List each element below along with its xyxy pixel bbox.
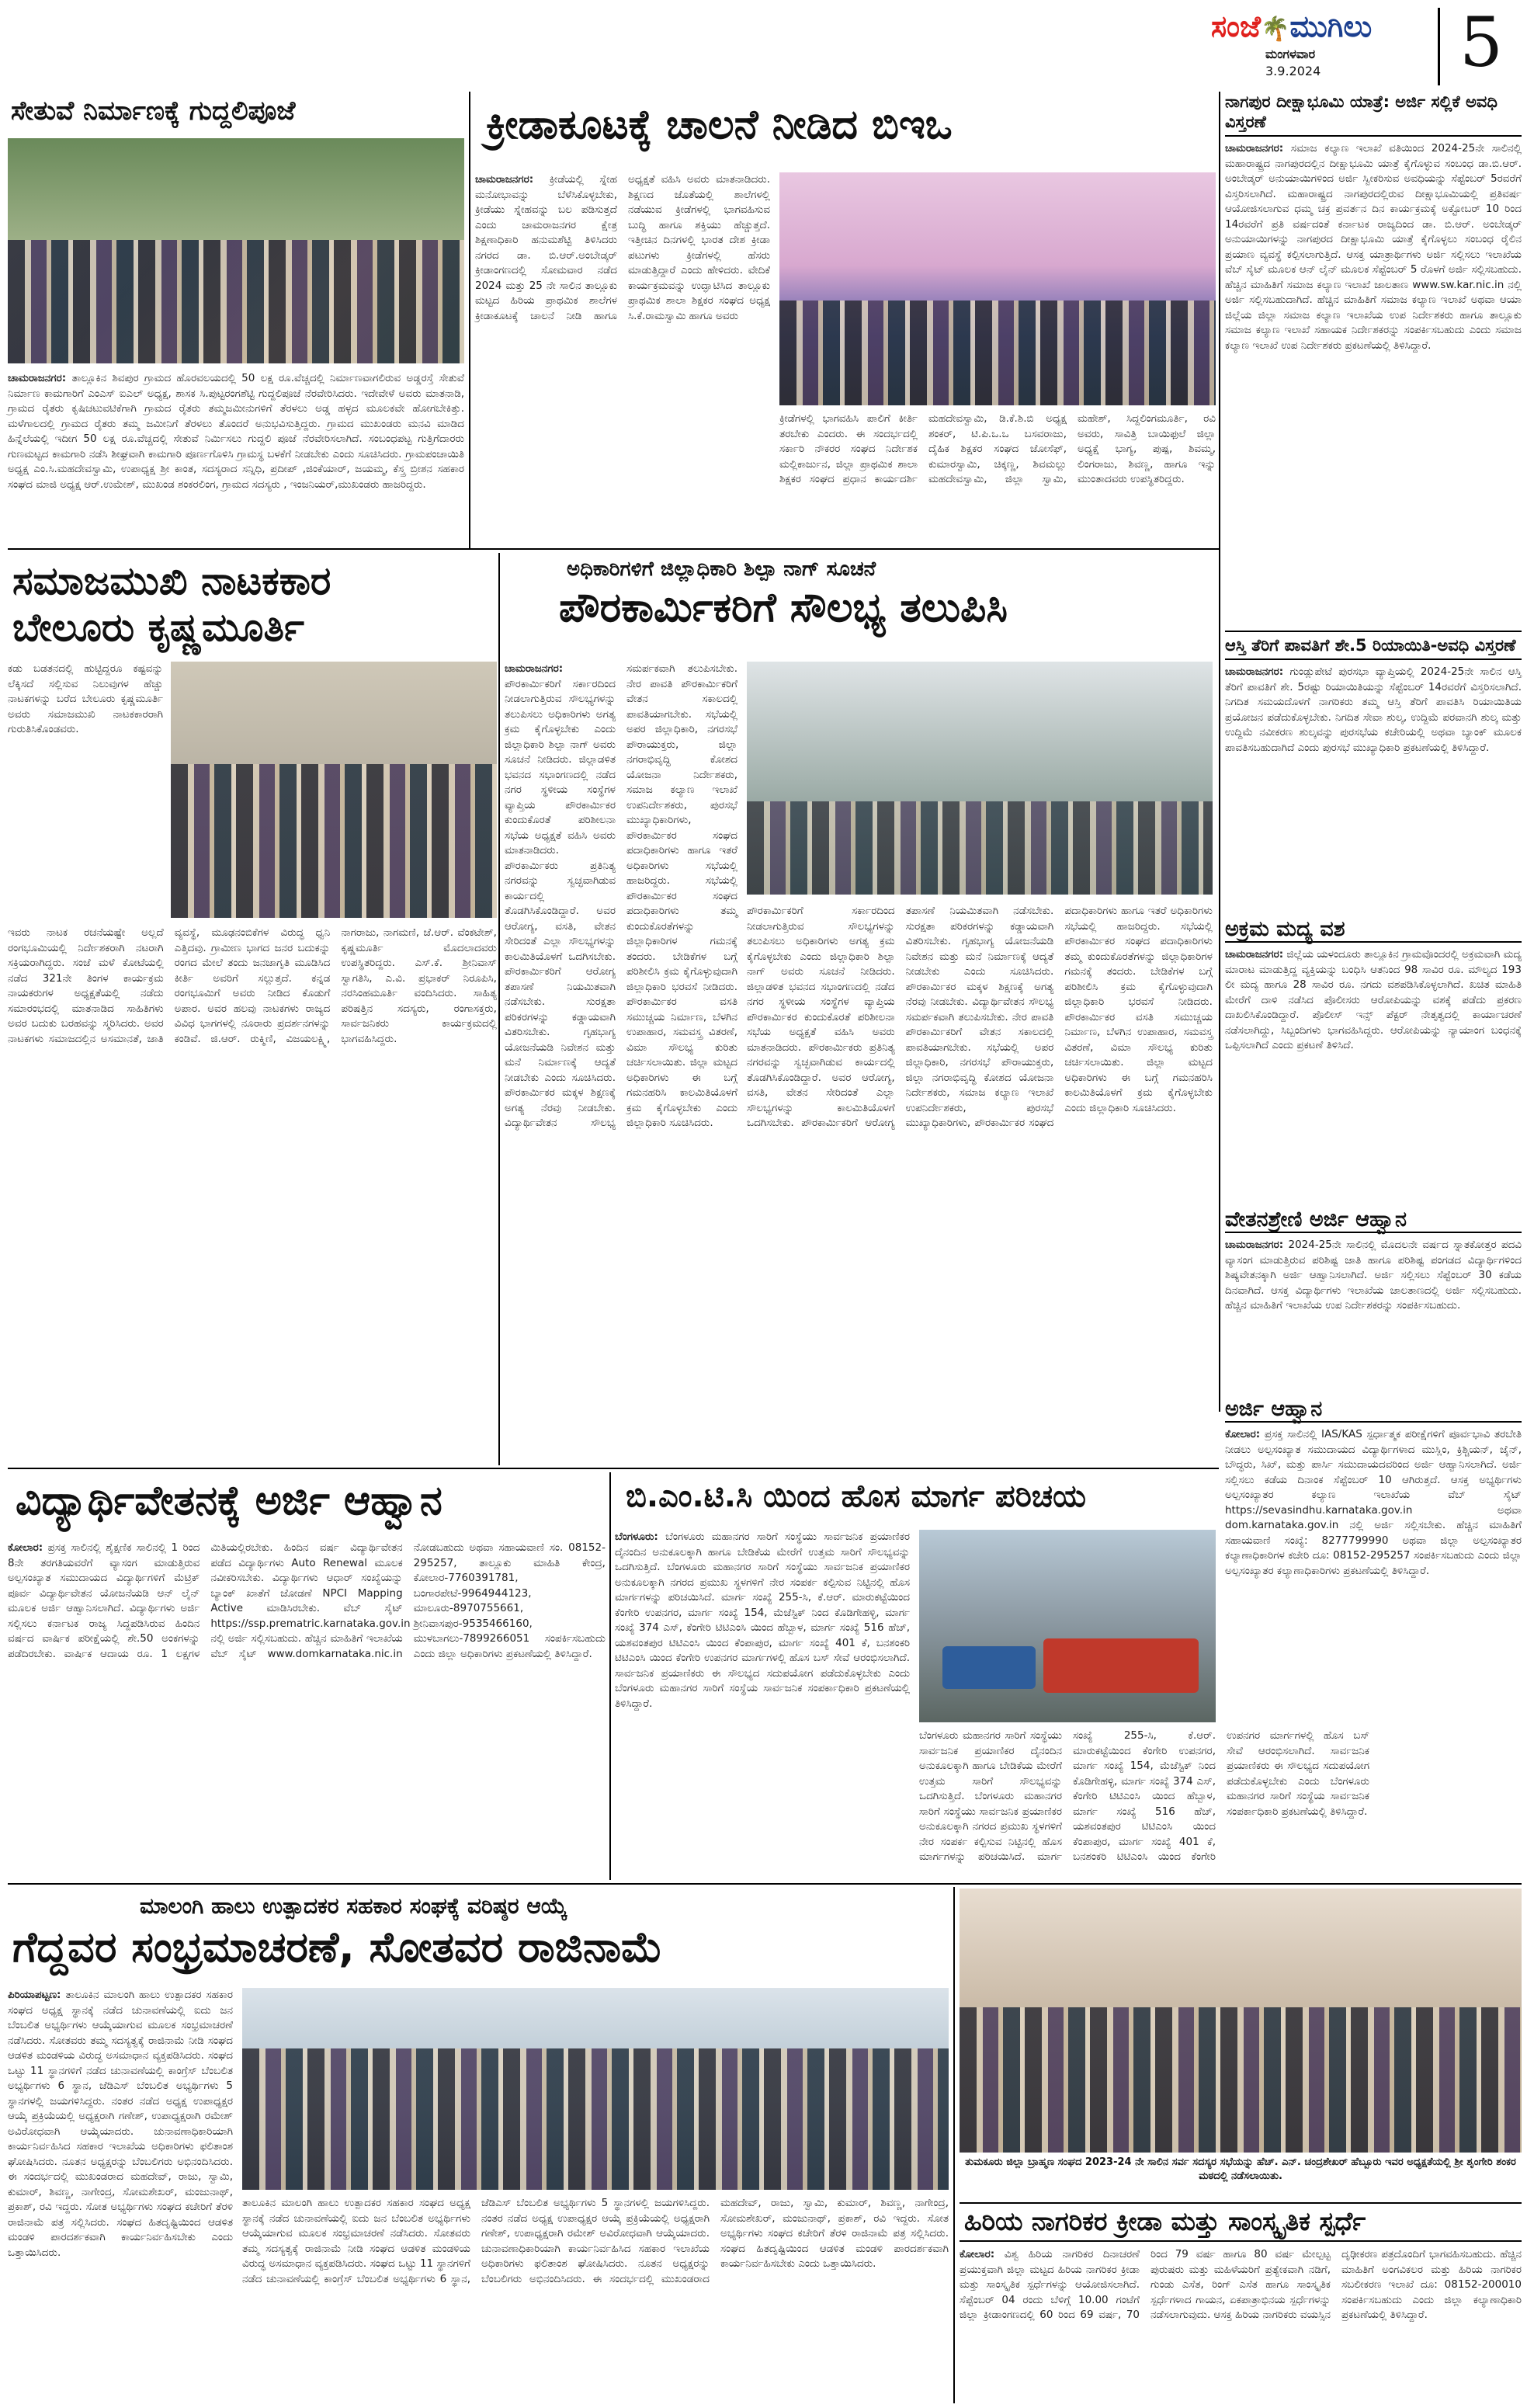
photo-caption-text <box>779 412 1216 544</box>
photo-bmtc-bus <box>919 1530 1216 1722</box>
article-text-continued: ತಾಲೂಕಿನ ಮಾಲಂಗಿ ಹಾಲು ಉತ್ಪಾದಕರ ಸಹಕಾರ ಸಂಘದ ಅಧ್ಯಕ್ಷ ಸ್ಥಾನಕ್ಕೆ ನಡೆದ ಚುನಾವಣೆಯಲ್ಲಿ ಐದು ಜನ ಬೆಂಬಲಿತ ಅಭ್ಯರ್ಥಿಗಳು ಆಯ್ಕೆಯಾಗುವ ಮೂಲಕ ಸಂಭ್ರಮಾಚರಣೆ ನಡೆಸಿದರು. ಸೋತವರು ತಮ್ಮ ಸದಸ್ಯತ್ವಕ್ಕೆ ರಾಜಿನಾಮೆ ನೀಡಿ ಸಂಘದ ಆಡಳಿತ ಮಂಡಳಿಯ ವಿರುದ್ಧ ಅಸಮಾಧಾನ ವ್ಯಕ್ತಪಡಿಸಿದರು. ಸಂಘದ ಒಟ್ಟು 11 ಸ್ಥಾನಗಳಿಗೆ ನಡೆದ ಚುನಾವಣೆಯಲ್ಲಿ ಕಾಂಗ್ರೆಸ್ ಬೆಂಬಲಿತ ಅಭ್ಯರ್ಥಿಗಳು 6 ಸ್ಥಾನ, ಜೆಡಿಎಸ್ ಬೆಂಬಲಿತ ಅಭ್ಯರ್ಥಿಗಳು 5 ಸ್ಥಾನಗಳಲ್ಲಿ ಜಯಗಳಿಸಿದ್ದರು. ನಂತರ ನಡೆದ ಅಧ್ಯಕ್ಷ ಉಪಾಧ್ಯಕ್ಷರ ಆಯ್ಕೆ ಪ್ರಕ್ರಿಯೆಯಲ್ಲಿ ಅಧ್ಯಕ್ಷರಾಗಿ ಗಣೇಶ್, ಉಪಾಧ್ಯಕ್ಷರಾಗಿ ರಮೇಶ್ ಅವಿರೋಧವಾಗಿ ಆಯ್ಕೆಯಾದರು. ಚುನಾವಣಾಧಿಕಾರಿಯಾಗಿ ಕಾರ್ಯನಿರ್ವಹಿಸಿದ ಸಹಕಾರ ಇಲಾಖೆಯ ಅಧಿಕಾರಿಗಳು ಫಲಿತಾಂಶ ಘೋಷಿಸಿದರು. ನೂತನ ಅಧ್ಯಕ್ಷರನ್ನು ಬೆಂಬಲಿಗರು ಅಭಿನಂದಿಸಿದರು. ಈ ಸಂದರ್ಭದಲ್ಲಿ ಮುಖಂಡರಾದ ಮಹದೇವ್, ರಾಜು, ಸ್ವಾಮಿ, ಕುಮಾರ್, ಶಿವಣ್ಣ, ನಾಗೇಂದ್ರ, ಸೋಮಶೇಖರ್, ಮಂಜುನಾಥ್, ಪ್ರಕಾಶ್, ರವಿ ಇದ್ದರು. ಸೋತ ಅಭ್ಯರ್ಥಿಗಳು ಸಂಘದ ಕಚೇರಿಗೆ ತೆರಳಿ ರಾಜಿನಾಮೆ ಪತ್ರ ಸಲ್ಲಿಸಿದರು. ಸಂಘದ ಹಿತದೃಷ್ಟಿಯಿಂದ ಆಡಳಿತ ಮಂಡಳಿ ಪಾರದರ್ಶಕವಾಗಿ ಕಾರ್ಯನಿರ್ವಹಿಸಬೇಕು ಎಂದು ಒತ್ತಾಯಿಸಿದರು. <box>242 2197 949 2285</box>
headline: ವಿದ್ಯಾರ್ಥಿವೇತನಕ್ಕೆ ಅರ್ಜಿ ಆಹ್ವಾನ <box>16 1478 442 1524</box>
article-text: ಗುಂಡ್ಲುಪೇಟೆ ಪುರಸಭಾ ವ್ಯಾಪ್ತಿಯಲ್ಲಿ 2024-25ನೇ ಸಾಲಿನ ಆಸ್ತಿ ತೆರಿಗೆ ಪಾವತಿಗೆ ಶೇ. 5ರಷ್ಟು ರಿಯಾಯಿತಿಯನ್ನು ಸೆಪ್ಟೆಂಬರ್ 14ರವರೆಗೆ ವಿಸ್ತರಿಸಲಾಗಿದೆ. ನಿಗದಿತ ಸಮಯದೊಳಗೆ ನಾಗರಿಕರು ತಮ್ಮ ಆಸ್ತಿ ತೆರಿಗೆ ಪಾವತಿಸಿ ರಿಯಾಯಿತಿಯ ಪ್ರಯೋಜನ ಪಡೆದುಕೊಳ್ಳಬೇಕು. ನಿಗದಿತ ಸೇವಾ ಶುಲ್ಕ, ಉದ್ದಿಮೆ ಪರವಾನಗಿ ಶುಲ್ಕ ಮತ್ತು ಉದ್ದಿಮೆ ನವೀಕರಣ ಶುಲ್ಕವನ್ನು ಪುರಸಭೆಯ ಕಚೇರಿಯಲ್ಲಿ ಅಥವಾ ಬ್ಯಾಂಕ್ ಮೂಲಕ ಪಾವತಿಸಬಹುದಾಗಿದೆ ಎಂದು ಪುರಸಭೆ ಮುಖ್ಯಾಧಿಕಾರಿ ಪ್ರಕಟಣೆಯಲ್ಲಿ ತಿಳಿಸಿದ್ದಾರೆ. <box>1225 665 1522 754</box>
dateline: ಪಿರಿಯಾಪಟ್ಟಣ: <box>8 1989 61 2001</box>
dateline: ಚಾಮರಾಜನಗರ: <box>8 372 67 384</box>
article-scholarship <box>8 1472 606 1880</box>
article-text: ಜಿಲ್ಲೆಯ ಯಳಂದೂರು ತಾಲ್ಲೂಕಿನ ಗ್ರಾಮವೊಂದರಲ್ಲಿ ಅಕ್ರಮವಾಗಿ ಮದ್ಯ ಮಾರಾಟ ಮಾಡುತ್ತಿದ್ದ ವ್ಯಕ್ತಿಯನ್ನು ಬಂಧಿಸಿ ಆತನಿಂದ 98 ಸಾವಿರ ರೂ. ಮೌಲ್ಯದ 193 ಲೀ ಮದ್ಯ ಹಾಗೂ 28 ಸಾವಿರ ರೂ. ನಗದು ವಶಪಡಿಸಿಕೊಳ್ಳಲಾಗಿದೆ. ಖಚಿತ ಮಾಹಿತಿ ಮೇರೆಗೆ ದಾಳಿ ನಡೆಸಿದ ಪೊಲೀಸರು ಆರೋಪಿಯನ್ನು ವಶಕ್ಕೆ ಪಡೆದು ಪ್ರಕರಣ ದಾಖಲಿಸಿಕೊಂಡಿದ್ದಾರೆ. ಪೊಲೀಸ್ ಇನ್ಸ್ ಪೆಕ್ಟರ್ ನೇತೃತ್ವದಲ್ಲಿ ಕಾರ್ಯಾಚರಣೆ ನಡೆಸಲಾಗಿದ್ದು, ಸಿಬ್ಬಂದಿಗಳು ಭಾಗವಹಿಸಿದ್ದರು. ಆರೋಪಿಯನ್ನು ನ್ಯಾಯಾಂಗ ಬಂಧನಕ್ಕೆ ಒಪ್ಪಿಸಲಾಗಿದೆ ಎಂದು ಪ್ರಕಟಣೆ ತಿಳಿಸಿದೆ. <box>1225 948 1522 1051</box>
headline: ಕ್ರೀಡಾಕೂಟಕ್ಕೆ ಚಾಲನೆ ನೀಡಿದ ಬಿಇಒ <box>486 102 953 148</box>
vertical-rule <box>498 553 500 1465</box>
article-text: ಇವರು ನಾಟಕ ರಚನೆಯಷ್ಟೇ ಅಲ್ಲದೆ ರಂಗಭೂಮಿಯಲ್ಲಿ ನಿರ್ದೇಶಕರಾಗಿ ನಟರಾಗಿ ಸಕ್ರಿಯರಾಗಿದ್ದರು. ಸಂಜೆ ಮಳೆ ಕೋಟೆಯಲ್ಲಿ ನಡೆದ 321ನೇ ತಿಂಗಳ ಕಾರ್ಯಕ್ರಮ ನಾಯಕರುಗಳ ಅಧ್ಯಕ್ಷತೆಯಲ್ಲಿ ನಡೆದು ಸಮಾರಂಭದಲ್ಲಿ ಮಾತನಾಡಿದ ಸಾಹಿತಿಗಳು ಅವರ ಬದುಕು ಬರಹವನ್ನು ಸ್ಮರಿಸಿದರು. ಅವರ ನಾಟಕಗಳು ಸಮಾಜದಲ್ಲಿನ ಅಸಮಾನತೆ, ಜಾತಿ ವ್ಯವಸ್ಥೆ, ಮೂಢನಂಬಿಕೆಗಳ ವಿರುದ್ಧ ಧ್ವನಿ ಎತ್ತಿದವು. ಗ್ರಾಮೀಣ ಭಾಗದ ಜನರ ಬದುಕನ್ನು ರಂಗದ ಮೇಲೆ ತಂದು ಜನಜಾಗೃತಿ ಮೂಡಿಸಿದ ಕೀರ್ತಿ ಅವರಿಗೆ ಸಲ್ಲುತ್ತದೆ. ಕನ್ನಡ ರಂಗಭೂಮಿಗೆ ಅವರು ನೀಡಿದ ಕೊಡುಗೆ ಅಪಾರ. ಅವರ ಹಲವು ನಾಟಕಗಳು ರಾಜ್ಯದ ವಿವಿಧ ಭಾಗಗಳಲ್ಲಿ ನೂರಾರು ಪ್ರದರ್ಶನಗಳನ್ನು ಕಂಡಿವೆ. ಜಿ.ಆರ್. ರುಕ್ಮಿಣಿ, ವಿಜಯಲಕ್ಷ್ಮಿ, ನಾಗರಾಜು, ನಾಗಮಣಿ, ಜೆ.ಆರ್. ವೆಂಕಟೇಶ್, ಕೃಷ್ಣಮೂರ್ತಿ ಮೊದಲಾದವರು ಉಪಸ್ಥಿತರಿದ್ದರು. ಎಸ್.ಕೆ. ಶ್ರೀನಿವಾಸ್ ಸ್ವಾಗತಿಸಿ, ಎ.ವಿ. ಪ್ರಭಾಕರ್ ನಿರೂಪಿಸಿ, ನರಸಿಂಹಮೂರ್ತಿ ವಂದಿಸಿದರು. ಸಾಹಿತ್ಯ ಪರಿಷತ್ತಿನ ಸದಸ್ಯರು, ರಂಗಾಸಕ್ತರು, ಸಾರ್ವಜನಿಕರು ಕಾರ್ಯಕ್ರಮದಲ್ಲಿ ಭಾಗವಹಿಸಿದ್ದರು. <box>8 926 497 1045</box>
dateline: ಚಾಮರಾಜನಗರ: <box>475 173 534 186</box>
brand-logo <box>1211 9 1397 45</box>
article-property-tax <box>1225 631 1522 914</box>
page-number: 5 <box>1459 2 1503 82</box>
headline: ವೇತನಶ್ರೇಣಿ ಅರ್ಜಿ ಆಹ್ವಾನ <box>1225 1208 1522 1233</box>
article-intro <box>8 662 163 918</box>
dateline: ಚಾಮರಾಜನಗರ: <box>505 662 564 675</box>
headline <box>8 553 497 658</box>
article-body <box>615 1530 910 1879</box>
headline: ಹಿರಿಯ ನಾಗರಿಕರ ಕ್ರೀಡಾ ಮತ್ತು ಸಾಂಸ್ಕೃತಿಕ ಸ್ಪರ್ಧೆ <box>960 2202 1522 2242</box>
article-body-a <box>505 662 737 1461</box>
brand-left: ಸಂಜೆ <box>1211 9 1262 43</box>
dateline: ಚಾಮರಾಜನಗರ: <box>1225 1239 1284 1251</box>
article-body <box>1225 141 1522 623</box>
bus-shape <box>1043 1638 1199 1693</box>
photo-news-brahmin-sangha <box>960 1889 1522 2199</box>
headline: ಗೆದ್ದವರ ಸಂಭ್ರಮಾಚರಣೆ, ಸೋತವರ ರಾಜಿನಾಮೆ <box>12 1923 663 1972</box>
kicker: ಅಧಿಕಾರಿಗಳಿಗೆ ಜಿಲ್ಲಾಧಿಕಾರಿ ಶಿಲ್ಪಾ ನಾಗ್ ಸೂಚನೆ <box>567 558 876 581</box>
vertical-rule <box>469 92 470 548</box>
headline: ಆಸ್ತಿ ತೆರಿಗೆ ಪಾವತಿಗೆ ಶೇ.5 ರಿಯಾಯಿತಿ-ಅವಧಿ ವಿಸ್ತರಣೆ <box>1225 631 1522 660</box>
intro-text: ಕಡು ಬಡತನದಲ್ಲಿ ಹುಟ್ಟಿದ್ದರೂ ಕಷ್ಟವನ್ನು ಲೆಕ್ಕಿಸದೆ ಸಲ್ಲಿಸುವ ನಿಲುವುಗಳ ಹೆಚ್ಚು ನಾಟಕಗಳನ್ನು ಬರೆದ ಬೇಲೂರು ಕೃಷ್ಣಮೂರ್ತಿ ಅವರು ಸಮಾಜಮುಖಿ ನಾಟಕಕಾರರಾಗಿ ಗುರುತಿಸಿಕೊಂಡವರು. <box>8 662 163 735</box>
vertical-rule <box>1219 92 1220 1412</box>
caption-text: ಕ್ರೀಡೆಗಳಲ್ಲಿ ಭಾಗವಹಿಸಿ ಪಾಲಿಗೆ ಕೀರ್ತಿ ತರಬೇಕು ಎಂದರು. ಈ ಸಂದರ್ಭದಲ್ಲಿ ಸರ್ಕಾರಿ ನೌಕರರ ಸಂಘದ ನಿರ್ದೇಶಕ ಮಲ್ಲಿಕಾರ್ಜುನ, ಜಿಲ್ಲಾ ಪ್ರಾಥಮಿಕ ಶಾಲಾ ಶಿಕ್ಷಕರ ಸಂಘದ ಪ್ರಧಾನ ಕಾರ್ಯದರ್ಶಿ ಮಹದೇವಸ್ವಾಮಿ, ಡಿ.ಕೆ.ಶಿ.ಬಿ ಅಧ್ಯಕ್ಷ ಶಂಕರ್, ಟಿ.ಪಿ.ಒ.ಒ ಬಸವರಾಜು, ದೈಹಿಕ ಶಿಕ್ಷಕರ ಸಂಘದ ಜೋಸೆಫ್, ಕುಮಾರಸ್ವಾಮಿ, ಚಿಕ್ಕಣ್ಣ, ಶಿವಮಲ್ಲು ಮಹದೇವಸ್ವಾಮಿ, ಜಿಲ್ಲಾ ಸ್ವಾಮಿ, ಮಹೇಶ್, ಸಿದ್ದಲಿಂಗಮೂರ್ತಿ, ರವಿ ಅವರು, ಸಾವಿತ್ರಿ ಬಾಯಿಫುಲೆ ಜಿಲ್ಲಾ ಅಧ್ಯಕ್ಷೆ ಭಾಗ್ಯ, ಪುಷ್ಪ, ಶಿವಮ್ಮ, ಲಿಂಗರಾಜು, ಶಿವಣ್ಣ, ಹಾಗೂ ಇನ್ನು ಮುಂತಾದವರು ಉಪಸ್ಥಿತರಿದ್ದರು. <box>779 412 1216 485</box>
dateline: ಚಾಮರಾಜನಗರ: <box>1225 948 1284 961</box>
headline: ನಾಗಪುರ ದೀಕ್ಷಾಭೂಮಿ ಯಾತ್ರೆ: ಅರ್ಜಿ ಸಲ್ಲಿಕೆ ಅವಧಿ ವಿಸ್ತರಣೆ <box>1225 92 1522 137</box>
article-stipend <box>1225 1208 1522 1393</box>
horizontal-rule <box>8 1468 1219 1469</box>
article-body <box>8 926 497 1461</box>
photo-bridge-pooja <box>8 138 464 363</box>
headline: ಅಕ್ರಮ ಮದ್ಯ ವಶ <box>1225 918 1522 943</box>
dateline: ಕೋಲಾರ: <box>1225 1428 1261 1440</box>
article-bridge <box>8 92 464 546</box>
photo-playwright-event <box>171 662 497 918</box>
dateline: ಚಾಮರಾಜನಗರ: <box>1225 665 1284 678</box>
headline: ಸೇತುವೆ ನಿರ್ಮಾಣಕ್ಕೆ ಗುದ್ದಲಿಪೂಜೆ <box>11 96 296 127</box>
article-text-continued: ಬೆಂಗಳೂರು ಮಹಾನಗರ ಸಾರಿಗೆ ಸಂಸ್ಥೆಯು ಸಾರ್ವಜನಿಕ ಪ್ರಯಾಣಿಕರ ದೈನಂದಿನ ಅನುಕೂಲಕ್ಕಾಗಿ ಹಾಗೂ ಬೇಡಿಕೆಯ ಮೇರೆಗೆ ಉತ್ತಮ ಸಾರಿಗೆ ಸೌಲಭ್ಯವನ್ನು ಒದಗಿಸುತ್ತಿದೆ. ಬೆಂಗಳೂರು ಮಹಾನಗರ ಸಾರಿಗೆ ಸಂಸ್ಥೆಯು ಸಾರ್ವಜನಿಕ ಪ್ರಯಾಣಿಕರ ಅನುಕೂಲಕ್ಕಾಗಿ ನಗರದ ಪ್ರಮುಖ ಸ್ಥಳಗಳಿಗೆ ನೇರ ಸಂಪರ್ಕ ಕಲ್ಪಿಸುವ ನಿಟ್ಟಿನಲ್ಲಿ ಹೊಸ ಮಾರ್ಗಗಳನ್ನು ಪರಿಚಯಿಸಿದೆ. ಮಾರ್ಗ ಸಂಖ್ಯೆ 255-ಸಿ, ಕೆ.ಆರ್. ಮಾರುಕಟ್ಟೆಯಿಂದ ಕೆಂಗೇರಿ ಉಪನಗರ, ಮಾರ್ಗ ಸಂಖ್ಯೆ 154, ಮೆಜೆಸ್ಟಿಕ್ ನಿಂದ ಕೊಡಿಗೇಹಳ್ಳಿ, ಮಾರ್ಗ ಸಂಖ್ಯೆ 374 ಎಸ್, ಕೆಂಗೇರಿ ಟಿಟಿಎಂಸಿ ಯಿಂದ ಹೆಬ್ಬಾಳ, ಮಾರ್ಗ ಸಂಖ್ಯೆ 516 ಹೆಚ್, ಯಶವಂತಪುರ ಟಿಟಿಎಂಸಿ ಯಿಂದ ಕೆಂಪಾಪುರ, ಮಾರ್ಗ ಸಂಖ್ಯೆ 401 ಕೆ, ಬನಶಂಕರಿ ಟಿಟಿಎಂಸಿ ಯಿಂದ ಕೆಂಗೇರಿ ಉಪನಗರ ಮಾರ್ಗಗಳಲ್ಲಿ ಹೊಸ ಬಸ್ ಸೇವೆ ಆರಂಭಿಸಲಾಗಿದೆ. ಸಾರ್ವಜನಿಕ ಪ್ರಯಾಣಿಕರು ಈ ಸೌಲಭ್ಯದ ಸದುಪಯೋಗ ಪಡೆದುಕೊಳ್ಳಬೇಕು ಎಂದು ಬೆಂಗಳೂರು ಮಹಾನಗರ ಸಾರಿಗೆ ಸಂಸ್ಥೆಯ ಸಾರ್ವಜನಿಕ ಸಂಪರ್ಕಾಧಿಕಾರಿ ಪ್ರಕಟಣೆಯಲ್ಲಿ ತಿಳಿಸಿದ್ದಾರೆ. <box>919 1729 1369 1863</box>
issue-date: 3.9.2024 <box>1265 64 1321 78</box>
dateline: ಕೋಲಾರ: <box>8 1541 43 1554</box>
article-body-b <box>747 904 1213 1461</box>
article-text: ಕ್ರೀಡೆಯಲ್ಲಿ ಸ್ನೇಹ ಮನೋಭಾವನ್ನು ಬೆಳೆಸಿಕೊಳ್ಳಬೇಕು, ಕ್ರೀಡೆಯು ಸ್ನೇಹವನ್ನು ಬಲ ಪಡಿಸುತ್ತದೆ ಎಂದು ಚಾಮರಾಜನಗರ ಕ್ಷೇತ್ರ ಶಿಕ್ಷಣಾಧಿಕಾರಿ ಹನುಮಶೆಟ್ಟಿ ತಿಳಿಸಿದರು ನಗರದ ಡಾ. ಬಿ.ಆರ್.ಅಂಬೇಡ್ಕರ್ ಕ್ರೀಡಾಂಗಣದಲ್ಲಿ ಸೋಮವಾರ ನಡೆದ 2024 ಮತ್ತು 25 ನೇ ಸಾಲಿನ ತಾಲ್ಲೂಕು ಮಟ್ಟದ ಹಿರಿಯ ಪ್ರಾಥಮಿಕ ಶಾಲೆಗಳ ಕ್ರೀಡಾಕೂಟಕ್ಕೆ ಚಾಲನೆ ನೀಡಿ ಹಾಗೂ ಅಧ್ಯಕ್ಷತೆ ವಹಿಸಿ ಅವರು ಮಾತನಾಡಿದರು. ಶಿಕ್ಷಣದ ಜೊತೆಯಲ್ಲಿ ಶಾಲೆಗಳಲ್ಲಿ ನಡೆಯುವ ಕ್ರೀಡೆಗಳಲ್ಲಿ ಭಾಗವಹಿಸುವ ಬುದ್ಧಿ ಹಾಗೂ ಶಕ್ತಿಯು ಹೆಚ್ಚುತ್ತದೆ. ಇತ್ತೀಚಿನ ದಿನಗಳಲ್ಲಿ ಭಾರತ ದೇಶ ಕ್ರೀಡಾ ಪಟುಗಳು ಕ್ರೀಡೆಗಳಲ್ಲಿ ಹೆಸರು ಮಾಡುತ್ತಿದ್ದಾರೆ ಎಂದು ಹೇಳಿದರು. ವೇದಿಕೆ ಕಾರ್ಯಕ್ರಮವನ್ನು ಉದ್ಘಾಟಿಸಿದ ತಾಲ್ಲೂಕು ಪ್ರಾಥಮಿಕ ಶಾಲಾ ಶಿಕ್ಷಕರ ಸಂಘದ ಅಧ್ಯಕ್ಷ ಸಿ.ಕೆ.ರಾಮಸ್ವಾಮಿ ಹಾಗೂ ಅವರು <box>475 173 770 322</box>
article-text: ಪ್ರಸಕ್ತ ಸಾಲಿನಲ್ಲಿ ಶೈಕ್ಷಣಿಕ ಸಾಲಿನಲ್ಲಿ 1 ರಿಂದ 8ನೇ ತರಗತಿಯವರೆಗೆ ವ್ಯಾಸಂಗ ಮಾಡುತ್ತಿರುವ ಅಲ್ಪಸಂಖ್ಯಾತ ಸಮುದಾಯದ ವಿದ್ಯಾರ್ಥಿಗಳಿಗೆ ಮೆಟ್ರಿಕ್ ಪೂರ್ವ ವಿದ್ಯಾರ್ಥಿವೇತನ ಯೋಜನೆಯಡಿ ಆನ್ ಲೈನ್ ಮೂಲಕ ಅರ್ಜಿ ಆಹ್ವಾನಿಸಲಾಗಿದೆ. ವಿದ್ಯಾರ್ಥಿಗಳು ಅರ್ಜಿ ಸಲ್ಲಿಸಲು ಕರ್ನಾಟಕ ರಾಜ್ಯ ಸಿದ್ದಪಡಿಸಿರುವ ಹಿಂದಿನ ವರ್ಷದ ವಾರ್ಷಿಕ ಪರೀಕ್ಷೆಯಲ್ಲಿ ಶೇ.50 ಅಂಕಗಳನ್ನು ಪಡೆದಿರಬೇಕು. ವಾರ್ಷಿಕ ಆದಾಯ ರೂ. 1 ಲಕ್ಷಗಳ ಮಿತಿಯಲ್ಲಿರಬೇಕು. ಹಿಂದಿನ ವರ್ಷ ವಿದ್ಯಾರ್ಥಿವೇತನ ಪಡೆದ ವಿದ್ಯಾರ್ಥಿಗಳು Auto Renewal ಮೂಲಕ ನವೀಕರಿಸಬೇಕು. ವಿದ್ಯಾರ್ಥಿಗಳು ಆಧಾರ್ ಸಂಖ್ಯೆಯನ್ನು ಬ್ಯಾಂಕ್ ಖಾತೆಗೆ ಜೋಡಣೆ NPCI Mapping Active ಮಾಡಿಸಿರಬೇಕು. ವೆಬ್ ಸೈಟ್ https://ssp.prematric.karnataka.gov.in ನಲ್ಲಿ ಅರ್ಜಿ ಸಲ್ಲಿಸಬಹುದು. ಹೆಚ್ಚಿನ ಮಾಹಿತಿಗೆ ಇಲಾಖೆಯ ವೆಬ್ ಸೈಟ್ www.domkarnataka.nic.in ನೋಡಬಹುದು ಅಥವಾ ಸಹಾಯವಾಣಿ ಸಂ. 08152-295257, ತಾಲ್ಲೂಕು ಮಾಹಿತಿ ಕೇಂದ್ರ, ಕೋಲಾರ-7760391781, ಬಂಗಾರಪೇಟೆ-9964944123, ಮಾಲೂರು-8970755661, ಶ್ರೀನಿವಾಸಪುರ-9535466160, ಮುಳಬಾಗಲು-7899266051 ಸಂಪರ್ಕಿಸಬಹುದು ಎಂದು ಜಿಲ್ಲಾ ಅಧಿಕಾರಿಗಳು ಪ್ರಕಟಣೆಯಲ್ಲಿ ತಿಳಿಸಿದ್ದಾರೆ. <box>8 1541 606 1660</box>
palm-icon: 🌴 <box>1261 16 1290 43</box>
article-nagpur-yatra <box>1225 92 1522 627</box>
article-sanitation-workers <box>505 553 1215 1465</box>
headline: ಪೌರಕಾರ್ಮಿಕರಿಗೆ ಸೌಲಭ್ಯ ತಲುಪಿಸಿ <box>559 585 1008 631</box>
photo-sangha-meeting <box>960 1889 1522 2153</box>
headline: ಬಿ.ಎಂ.ಟಿ.ಸಿ ಯಿಂದ ಹೊಸ ಮಾರ್ಗ ಪರಿಚಯ <box>626 1479 1086 1514</box>
masthead-divider <box>1438 8 1440 85</box>
article-text: ಬೆಂಗಳೂರು ಮಹಾನಗರ ಸಾರಿಗೆ ಸಂಸ್ಥೆಯು ಸಾರ್ವಜನಿಕ ಪ್ರಯಾಣಿಕರ ದೈನಂದಿನ ಅನುಕೂಲಕ್ಕಾಗಿ ಹಾಗೂ ಬೇಡಿಕೆಯ ಮೇರೆಗೆ ಉತ್ತಮ ಸಾರಿಗೆ ಸೌಲಭ್ಯವನ್ನು ಒದಗಿಸುತ್ತಿದೆ. ಬೆಂಗಳೂರು ಮಹಾನಗರ ಸಾರಿಗೆ ಸಂಸ್ಥೆಯು ಸಾರ್ವಜನಿಕ ಪ್ರಯಾಣಿಕರ ಅನುಕೂಲಕ್ಕಾಗಿ ನಗರದ ಪ್ರಮುಖ ಸ್ಥಳಗಳಿಗೆ ನೇರ ಸಂಪರ್ಕ ಕಲ್ಪಿಸುವ ನಿಟ್ಟಿನಲ್ಲಿ ಹೊಸ ಮಾರ್ಗಗಳನ್ನು ಪರಿಚಯಿಸಿದೆ. ಮಾರ್ಗ ಸಂಖ್ಯೆ 255-ಸಿ, ಕೆ.ಆರ್. ಮಾರುಕಟ್ಟೆಯಿಂದ ಕೆಂಗೇರಿ ಉಪನಗರ, ಮಾರ್ಗ ಸಂಖ್ಯೆ 154, ಮೆಜೆಸ್ಟಿಕ್ ನಿಂದ ಕೊಡಿಗೇಹಳ್ಳಿ, ಮಾರ್ಗ ಸಂಖ್ಯೆ 374 ಎಸ್, ಕೆಂಗೇರಿ ಟಿಟಿಎಂಸಿ ಯಿಂದ ಹೆಬ್ಬಾಳ, ಮಾರ್ಗ ಸಂಖ್ಯೆ 516 ಹೆಚ್, ಯಶವಂತಪುರ ಟಿಟಿಎಂಸಿ ಯಿಂದ ಕೆಂಪಾಪುರ, ಮಾರ್ಗ ಸಂಖ್ಯೆ 401 ಕೆ, ಬನಶಂಕರಿ ಟಿಟಿಎಂಸಿ ಯಿಂದ ಕೆಂಗೇರಿ ಉಪನಗರ ಮಾರ್ಗಗಳಲ್ಲಿ ಹೊಸ ಬಸ್ ಸೇವೆ ಆರಂಭಿಸಲಾಗಿದೆ. ಸಾರ್ವಜನಿಕ ಪ್ರಯಾಣಿಕರು ಈ ಸೌಲಭ್ಯದ ಸದುಪಯೋಗ ಪಡೆದುಕೊಳ್ಳಬೇಕು ಎಂದು ಬೆಂಗಳೂರು ಮಹಾನಗರ ಸಾರಿಗೆ ಸಂಸ್ಥೆಯ ಸಾರ್ವಜನಿಕ ಸಂಪರ್ಕಾಧಿಕಾರಿ ಪ್ರಕಟಣೆಯಲ್ಲಿ ತಿಳಿಸಿದ್ದಾರೆ. <box>615 1531 910 1710</box>
article-body <box>475 172 770 544</box>
article-body <box>960 2247 1522 2401</box>
article-text-continued: ಪೌರಕಾರ್ಮಿಕರಿಗೆ ಸರ್ಕಾರದಿಂದ ನೀಡಲಾಗುತ್ತಿರುವ ಸೌಲಭ್ಯಗಳನ್ನು ತಲುಪಿಸಲು ಅಧಿಕಾರಿಗಳು ಅಗತ್ಯ ಕ್ರಮ ಕೈಗೊಳ್ಳಬೇಕು ಎಂದು ಜಿಲ್ಲಾಧಿಕಾರಿ ಶಿಲ್ಪಾ ನಾಗ್ ಅವರು ಸೂಚನೆ ನೀಡಿದರು. ಜಿಲ್ಲಾಡಳಿತ ಭವನದ ಸಭಾಂಗಣದಲ್ಲಿ ನಡೆದ ನಗರ ಸ್ಥಳೀಯ ಸಂಸ್ಥೆಗಳ ವ್ಯಾಪ್ತಿಯ ಪೌರಕಾರ್ಮಿಕರ ಕುಂದುಕೊರತೆ ಪರಿಶೀಲನಾ ಸಭೆಯ ಅಧ್ಯಕ್ಷತೆ ವಹಿಸಿ ಅವರು ಮಾತನಾಡಿದರು. ಪೌರಕಾರ್ಮಿಕರು ಪ್ರತಿನಿತ್ಯ ನಗರವನ್ನು ಸ್ವಚ್ಛವಾಗಿಡುವ ಕಾರ್ಯದಲ್ಲಿ ತೊಡಗಿಸಿಕೊಂಡಿದ್ದಾರೆ. ಅವರ ಆರೋಗ್ಯ, ವಸತಿ, ವೇತನ ಸೇರಿದಂತೆ ಎಲ್ಲಾ ಸೌಲಭ್ಯಗಳನ್ನು ಕಾಲಮಿತಿಯೊಳಗೆ ಒದಗಿಸಬೇಕು. ಪೌರಕಾರ್ಮಿಕರಿಗೆ ಆರೋಗ್ಯ ತಪಾಸಣೆ ನಿಯಮಿತವಾಗಿ ನಡೆಸಬೇಕು. ಸುರಕ್ಷತಾ ಪರಿಕರಗಳನ್ನು ಕಡ್ಡಾಯವಾಗಿ ವಿತರಿಸಬೇಕು. ಗೃಹಭಾಗ್ಯ ಯೋಜನೆಯಡಿ ನಿವೇಶನ ಮತ್ತು ಮನೆ ನಿರ್ಮಾಣಕ್ಕೆ ಆದ್ಯತೆ ನೀಡಬೇಕು ಎಂದು ಸೂಚಿಸಿದರು. ಪೌರಕಾರ್ಮಿಕರ ಮಕ್ಕಳ ಶಿಕ್ಷಣಕ್ಕೆ ಅಗತ್ಯ ನೆರವು ನೀಡಬೇಕು. ವಿದ್ಯಾರ್ಥಿವೇತನ ಸೌಲಭ್ಯ ಸಮರ್ಪಕವಾಗಿ ತಲುಪಿಸಬೇಕು. ನೇರ ಪಾವತಿ ಪೌರಕಾರ್ಮಿಕರಿಗೆ ವೇತನ ಸಕಾಲದಲ್ಲಿ ಪಾವತಿಯಾಗಬೇಕು. ಸಭೆಯಲ್ಲಿ ಅಪರ ಜಿಲ್ಲಾಧಿಕಾರಿ, ನಗರಸಭೆ ಪೌರಾಯುಕ್ತರು, ಜಿಲ್ಲಾ ನಗರಾಭಿವೃದ್ಧಿ ಕೋಶದ ಯೋಜನಾ ನಿರ್ದೇಶಕರು, ಸಮಾಜ ಕಲ್ಯಾಣ ಇಲಾಖೆ ಉಪನಿರ್ದೇಶಕರು, ಪುರಸಭೆ ಮುಖ್ಯಾಧಿಕಾರಿಗಳು, ಪೌರಕಾರ್ಮಿಕರ ಸಂಘದ ಪದಾಧಿಕಾರಿಗಳು ಹಾಗೂ ಇತರೆ ಅಧಿಕಾರಿಗಳು ಸಭೆಯಲ್ಲಿ ಹಾಜರಿದ್ದರು. ಸಭೆಯಲ್ಲಿ ಪೌರಕಾರ್ಮಿಕರ ಸಂಘದ ಪದಾಧಿಕಾರಿಗಳು ತಮ್ಮ ಕುಂದುಕೊರತೆಗಳನ್ನು ಜಿಲ್ಲಾಧಿಕಾರಿಗಳ ಗಮನಕ್ಕೆ ತಂದರು. ಬೇಡಿಕೆಗಳ ಬಗ್ಗೆ ಪರಿಶೀಲಿಸಿ ಕ್ರಮ ಕೈಗೊಳ್ಳುವುದಾಗಿ ಜಿಲ್ಲಾಧಿಕಾರಿ ಭರವಸೆ ನೀಡಿದರು. ಪೌರಕಾರ್ಮಿಕರ ವಸತಿ ಸಮುಚ್ಚಯ ನಿರ್ಮಾಣ, ಬೆಳಗಿನ ಉಪಾಹಾರ, ಸಮವಸ್ತ್ರ ವಿತರಣೆ, ವಿಮಾ ಸೌಲಭ್ಯ ಕುರಿತು ಚರ್ಚಿಸಲಾಯಿತು. ಜಿಲ್ಲಾ ಮಟ್ಟದ ಅಧಿಕಾರಿಗಳು ಈ ಬಗ್ಗೆ ಗಮನಹರಿಸಿ ಕಾಲಮಿತಿಯೊಳಗೆ ಕ್ರಮ ಕೈಗೊಳ್ಳಬೇಕು ಎಂದು ಜಿಲ್ಲಾಧಿಕಾರಿ ಸೂಚಿಸಿದರು. <box>747 905 1213 1129</box>
photo-caption: ತುಮಕೂರು ಜಿಲ್ಲಾ ಬ್ರಾಹ್ಮಣ ಸಂಘದ 2023-24 ನೇ ಸಾಲಿನ ಸರ್ವ ಸದಸ್ಯರ ಸಭೆಯನ್ನು ಹೆಚ್. ಎನ್. ಚಂದ್ರಶೇಖರ್ ಹೆಬ್ಬೂರು ಇವರ ಅಧ್ಯಕ್ಷತೆಯಲ್ಲಿ ಶ್ರೀ ಶೃಂಗೇರಿ ಶಂಕರ ಮಠದಲ್ಲಿ ನಡೆಸಲಾಯಿತು. <box>965 2156 1516 2182</box>
photo-election-winners <box>242 1988 949 2190</box>
headline-line-1: ಸಮಾಜಮುಖಿ ನಾಟಕಕಾರ <box>12 558 331 603</box>
article-text: ಸಮಾಜ ಕಲ್ಯಾಣ ಇಲಾಖೆ ವತಿಯಿಂದ 2024-25ನೇ ಸಾಲಿನಲ್ಲಿ ಮಹಾರಾಷ್ಟ್ರದ ನಾಗಪುರದಲ್ಲಿನ ದೀಕ್ಷಾಭೂಮಿ ಯಾತ್ರೆ ಕೈಗೊಳ್ಳುವ ಸಂಬಂಧ ಡಾ.ಬಿ.ಆರ್. ಅಂಬೇಡ್ಕರ್ ಅನುಯಾಯಿಗಳಿಂದ ಅರ್ಜಿ ಸ್ವೀಕರಿಸುವ ಅವಧಿಯನ್ನು ಸೆಪ್ಟೆಂಬರ್ 5ರವರೆಗೆ ವಿಸ್ತರಿಸಲಾಗಿದೆ. ಮಹಾರಾಷ್ಟ್ರದ ನಾಗಪುರದಲ್ಲಿರುವ ದೀಕ್ಷಾಭೂಮಿಯಲ್ಲಿ ಪ್ರತಿವರ್ಷ ಆಯೋಜಿಸಲಾಗುವ ಧಮ್ಮ ಚಕ್ರ ಪ್ರವರ್ತನ ದಿನ ಕಾರ್ಯಕ್ರಮಕ್ಕೆ ಅಕ್ಟೋಬರ್ 10 ರಿಂದ 14ರವರೆಗೆ ಪ್ರತಿ ವರ್ಷದಂತೆ ಕರ್ನಾಟಕ ರಾಜ್ಯದಿಂದ ಡಾ. ಬಿ.ಆರ್. ಅಂಬೇಡ್ಕರ್ ಅನುಯಾಯಿಗಳನ್ನು ನಾಗಪುರದ ದೀಕ್ಷಾಭೂಮಿ ಯಾತ್ರೆ ಕೈಗೊಳ್ಳಲು ಸಂಬಂಧ ರೈಲಿನ ಪ್ರಯಾಣ ವ್ಯವಸ್ಥೆ ಕಲ್ಪಿಸಲಾಗುತ್ತಿದೆ. ಆಸಕ್ತ ಯಾತ್ರಾರ್ಥಿಗಳು ಅರ್ಜಿ ಸಲ್ಲಿಸಲು ಇಲಾಖೆಯ ವೆಬ್ ಸೈಟ್ ಮೂಲಕ ಆನ್ ಲೈನ್ ಮೂಲಕ ಸೆಪ್ಟೆಂಬರ್ 5 ರೊಳಗೆ ಅರ್ಜಿ ಸಲ್ಲಿಸಬಹುದು. ಹೆಚ್ಚಿನ ಮಾಹಿತಿಗೆ ಸಮಾಜ ಕಲ್ಯಾಣ ಇಲಾಖೆ ಜಾಲತಾಣ www.sw.kar.nic.in ನಲ್ಲಿ ಅರ್ಜಿ ಸಲ್ಲಿಸಬಹುದಾಗಿದೆ. ಹೆಚ್ಚಿನ ಮಾಹಿತಿಗೆ ಸಮಾಜ ಕಲ್ಯಾಣ ಇಲಾಖೆ ಅಥವಾ ಆಯಾ ಜಿಲ್ಲೆಯ ಜಿಲ್ಲಾ ಸಮಾಜ ಕಲ್ಯಾಣ ಇಲಾಖೆಯ ಉಪ ನಿರ್ದೇಶಕರು ಹಾಗೂ ತಾಲ್ಲೂಕು ಸಮಾಜ ಕಲ್ಯಾಣ ಇಲಾಖೆ ಸಹಾಯಕ ನಿರ್ದೇಶಕರನ್ನು ಸಂಪರ್ಕಿಸಬಹುದು ಎಂದು ಸಮಾಜ ಕಲ್ಯಾಣ ಇಲಾಖೆ ಉಪ ನಿರ್ದೇಶಕರು ಪ್ರಕಟಣೆಯಲ್ಲಿ ತಿಳಿಸಿದ್ದಾರೆ. <box>1225 142 1522 352</box>
article-bmtc-route <box>615 1472 1369 1880</box>
dateline: ಕೋಲಾರ: <box>960 2248 995 2260</box>
issue-day: ಮಂಗಳವಾರ <box>1265 47 1316 61</box>
horizontal-rule <box>8 1883 1522 1885</box>
article-sports-meet <box>475 92 1216 546</box>
article-body <box>1225 947 1522 1204</box>
masthead <box>1211 6 1444 84</box>
article-dairy-election <box>8 1887 951 2403</box>
article-text: ಪ್ರಸಕ್ತ ಸಾಲಿನಲ್ಲಿ IAS/KAS ಸ್ಪರ್ಧಾತ್ಮಕ ಪರೀಕ್ಷೆಗಳಿಗೆ ಪೂರ್ವಭಾವಿ ತರಬೇತಿ ನೀಡಲು ಅಲ್ಪಸಂಖ್ಯಾತ ಸಮುದಾಯದ ವಿದ್ಯಾರ್ಥಿಗಳಾದ ಮುಸ್ಲಿಂ, ಕ್ರಿಶ್ಚಿಯನ್, ಜೈನ್, ಬೌದ್ಧರು, ಸಿಖ್, ಮತ್ತು ಪಾರ್ಸಿ ಸಮುದಾಯದವರಿಂದ ಅರ್ಜಿ ಆಹ್ವಾನಿಸಲಾಗಿದೆ. ಅರ್ಜಿ ಸಲ್ಲಿಸಲು ಕಡೆಯ ದಿನಾಂಕ ಸೆಪ್ಟೆಂಬರ್ 10 ಆಗಿರುತ್ತದೆ. ಆಸಕ್ತ ಅಭ್ಯರ್ಥಿಗಳು ಅಲ್ಪಸಂಖ್ಯಾತರ ಕಲ್ಯಾಣ ಇಲಾಖೆಯ ವೆಬ್ ಸೈಟ್ https://sevasindhu.karnataka.gov.in ಅಥವಾ dom.karnataka.gov.in ನಲ್ಲಿ ಅರ್ಜಿ ಸಲ್ಲಿಸಬೇಕು. ಹೆಚ್ಚಿನ ಮಾಹಿತಿಗೆ ಸಹಾಯವಾಣಿ ಸಂಖ್ಯೆ: 8277799990 ಅಥವಾ ಜಿಲ್ಲಾ ಅಲ್ಪಸಂಖ್ಯಾತರ ಕಲ್ಯಾಣಾಧಿಕಾರಿಗಳ ಕಚೇರಿ ದೂ: 08152-295257 ಸಂಪರ್ಕಿಸಬಹುದು ಎಂದು ಜಿಲ್ಲಾ ಅಲ್ಪಸಂಖ್ಯಾತರ ಕಲ್ಯಾಣಾಧಿಕಾರಿಗಳು ಪ್ರಕಟಣೆಯಲ್ಲಿ ತಿಳಿಸಿದ್ದಾರೆ. <box>1225 1428 1522 1577</box>
headline-line-2: ಬೇಲೂರು ಕೃಷ್ಣಮೂರ್ತಿ <box>12 605 304 650</box>
article-playwright <box>8 553 497 1461</box>
article-body <box>8 1988 233 2399</box>
article-body-continued <box>919 1729 1369 1879</box>
article-senior-citizens <box>960 2202 1522 2403</box>
vertical-rule <box>953 1887 955 2403</box>
article-liquor-seized <box>1225 918 1522 1207</box>
headline: ಅರ್ಜಿ ಆಹ್ವಾನ <box>1225 1398 1522 1423</box>
article-text: ಪೌರಕಾರ್ಮಿಕರಿಗೆ ಸರ್ಕಾರದಿಂದ ನೀಡಲಾಗುತ್ತಿರುವ ಸೌಲಭ್ಯಗಳನ್ನು ತಲುಪಿಸಲು ಅಧಿಕಾರಿಗಳು ಅಗತ್ಯ ಕ್ರಮ ಕೈಗೊಳ್ಳಬೇಕು ಎಂದು ಜಿಲ್ಲಾಧಿಕಾರಿ ಶಿಲ್ಪಾ ನಾಗ್ ಅವರು ಸೂಚನೆ ನೀಡಿದರು. ಜಿಲ್ಲಾಡಳಿತ ಭವನದ ಸಭಾಂಗಣದಲ್ಲಿ ನಡೆದ ನಗರ ಸ್ಥಳೀಯ ಸಂಸ್ಥೆಗಳ ವ್ಯಾಪ್ತಿಯ ಪೌರಕಾರ್ಮಿಕರ ಕುಂದುಕೊರತೆ ಪರಿಶೀಲನಾ ಸಭೆಯ ಅಧ್ಯಕ್ಷತೆ ವಹಿಸಿ ಅವರು ಮಾತನಾಡಿದರು. ಪೌರಕಾರ್ಮಿಕರು ಪ್ರತಿನಿತ್ಯ ನಗರವನ್ನು ಸ್ವಚ್ಛವಾಗಿಡುವ ಕಾರ್ಯದಲ್ಲಿ ತೊಡಗಿಸಿಕೊಂಡಿದ್ದಾರೆ. ಅವರ ಆರೋಗ್ಯ, ವಸತಿ, ವೇತನ ಸೇರಿದಂತೆ ಎಲ್ಲಾ ಸೌಲಭ್ಯಗಳನ್ನು ಕಾಲಮಿತಿಯೊಳಗೆ ಒದಗಿಸಬೇಕು. ಪೌರಕಾರ್ಮಿಕರಿಗೆ ಆರೋಗ್ಯ ತಪಾಸಣೆ ನಿಯಮಿತವಾಗಿ ನಡೆಸಬೇಕು. ಸುರಕ್ಷತಾ ಪರಿಕರಗಳನ್ನು ಕಡ್ಡಾಯವಾಗಿ ವಿತರಿಸಬೇಕು. ಗೃಹಭಾಗ್ಯ ಯೋಜನೆಯಡಿ ನಿವೇಶನ ಮತ್ತು ಮನೆ ನಿರ್ಮಾಣಕ್ಕೆ ಆದ್ಯತೆ ನೀಡಬೇಕು ಎಂದು ಸೂಚಿಸಿದರು. ಪೌರಕಾರ್ಮಿಕರ ಮಕ್ಕಳ ಶಿಕ್ಷಣಕ್ಕೆ ಅಗತ್ಯ ನೆರವು ನೀಡಬೇಕು. ವಿದ್ಯಾರ್ಥಿವೇತನ ಸೌಲಭ್ಯ ಸಮರ್ಪಕವಾಗಿ ತಲುಪಿಸಬೇಕು. ನೇರ ಪಾವತಿ ಪೌರಕಾರ್ಮಿಕರಿಗೆ ವೇತನ ಸಕಾಲದಲ್ಲಿ ಪಾವತಿಯಾಗಬೇಕು. ಸಭೆಯಲ್ಲಿ ಅಪರ ಜಿಲ್ಲಾಧಿಕಾರಿ, ನಗರಸಭೆ ಪೌರಾಯುಕ್ತರು, ಜಿಲ್ಲಾ ನಗರಾಭಿವೃದ್ಧಿ ಕೋಶದ ಯೋಜನಾ ನಿರ್ದೇಶಕರು, ಸಮಾಜ ಕಲ್ಯಾಣ ಇಲಾಖೆ ಉಪನಿರ್ದೇಶಕರು, ಪುರಸಭೆ ಮುಖ್ಯಾಧಿಕಾರಿಗಳು, ಪೌರಕಾರ್ಮಿಕರ ಸಂಘದ ಪದಾಧಿಕಾರಿಗಳು ಹಾಗೂ ಇತರೆ ಅಧಿಕಾರಿಗಳು ಸಭೆಯಲ್ಲಿ ಹಾಜರಿದ್ದರು. ಸಭೆಯಲ್ಲಿ ಪೌರಕಾರ್ಮಿಕರ ಸಂಘದ ಪದಾಧಿಕಾರಿಗಳು ತಮ್ಮ ಕುಂದುಕೊರತೆಗಳನ್ನು ಜಿಲ್ಲಾಧಿಕಾರಿಗಳ ಗಮನಕ್ಕೆ ತಂದರು. ಬೇಡಿಕೆಗಳ ಬಗ್ಗೆ ಪರಿಶೀಲಿಸಿ ಕ್ರಮ ಕೈಗೊಳ್ಳುವುದಾಗಿ ಜಿಲ್ಲಾಧಿಕಾರಿ ಭರವಸೆ ನೀಡಿದರು. ಪೌರಕಾರ್ಮಿಕರ ವಸತಿ ಸಮುಚ್ಚಯ ನಿರ್ಮಾಣ, ಬೆಳಗಿನ ಉಪಾಹಾರ, ಸಮವಸ್ತ್ರ ವಿತರಣೆ, ವಿಮಾ ಸೌಲಭ್ಯ ಕುರಿತು ಚರ್ಚಿಸಲಾಯಿತು. ಜಿಲ್ಲಾ ಮಟ್ಟದ ಅಧಿಕಾರಿಗಳು ಈ ಬಗ್ಗೆ ಗಮನಹರಿಸಿ ಕಾಲಮಿತಿಯೊಳಗೆ ಕ್ರಮ ಕೈಗೊಳ್ಳಬೇಕು ಎಂದು ಜಿಲ್ಲಾಧಿಕಾರಿ ಸೂಚಿಸಿದರು. <box>505 662 737 1129</box>
horizontal-rule <box>8 548 1219 550</box>
article-text: ತಾಲ್ಲೂಕಿನ ಶಿವಪುರ ಗ್ರಾಮದ ಹೊರವಲಯದಲ್ಲಿ 50 ಲಕ್ಷ ರೂ.ವೆಚ್ಚದಲ್ಲಿ ನಿರ್ಮಾಣವಾಗಲಿರುವ ಅಡ್ಡರಸ್ತೆ ಸೇತುವೆ ನಿರ್ಮಾಣ ಕಾಮಗಾರಿಗೆ ಎಂಎಸ್ ಐಎಲ್ ಅಧ್ಯಕ್ಷ, ಶಾಸಕ ಸಿ.ಪುಟ್ಟರಂಗಶೆಟ್ಟಿ ಗುದ್ದಲಿಪೂಜೆ ನೆರವೇರಿಸಿದರು. ಇದೇವೇಳೆ ಅವರು ಮಾತನಾಡಿ, ಗ್ರಾಮದ ರೈತರು ಕೃಷಿಚಟುವಟಿಕೆಗಾಗಿ ಗ್ರಾಮದ ರೈತರು ತಮ್ಮಜಮೀನುಗಳಿಗೆ ತೆರಳಲು ಅಡ್ಡ ಹಳ್ಳದ ಮೂಲಕವೇ ಹೋಗಬೇಕಿತ್ತು. ಮಳೆಗಾಲದಲ್ಲಿ ಗ್ರಾಮದ ರೈತರು ತಮ್ಮ ಜಮೀನಿಗೆ ತೆರಳಲು ತೊಂದರೆ ಅನುಭವಿಸುತ್ತಿದ್ದರು. ಗ್ರಾಮದ ಮುಖಂಡರು ಮನವಿ ಮಾಡಿದ ಹಿನ್ನೆಲೆಯಲ್ಲಿ ಇದೀಗ 50 ಲಕ್ಷ ರೂ.ವೆಚ್ಚದಲ್ಲಿ ಸೇತುವೆ ನಿರ್ಮಿಸಲು ಗುದ್ದಲಿ ಪೂಜೆ ನೆರವೇರಿಸಲಾಗಿದೆ. ಸಂಬಂಧಪಟ್ಟ ಗುತ್ತಿಗೆದಾರರು ಗುಣಮಟ್ಟದ ಕಾಮಗಾರಿ ನಡೆಸಿ ಶೀಘ್ರವಾಗಿ ಕಾಮಗಾರಿ ಪೂರ್ಣಗೊಳಿಸಿ ಗ್ರಾಮಸ್ಥ ಬಳಕೆಗೆ ನೀಡಬೇಕು ಎಂದು ಸೂಚಿಸಿದರು. ಗ್ರಾಮಪಂಚಾಯಿತಿ ಅಧ್ಯಕ್ಷ ಎಂ.ಸಿ.ಮಹದೇವಸ್ವಾಮಿ, ಉಪಾಧ್ಯಕ್ಷ ಶ್ರೀ ಕಾಂತ, ಸದಸ್ಯರಾದ ಸನ್ನಿಧಿ, ಪ್ರದೀಪ್ ,ಜಿಂಕೆಯಾರ್, ಜಯಮ್ಮ, ಕೆಸ್ತ್ರ ಬ್ರೀಶನ ಸಹಕಾರ ಸಂಘದ ಮಾಜಿ ಅಧ್ಯಕ್ಷ ಆರ್.ಉಮೇಶ್, ಮುಖಂಡ ಶಂಕರಲಿಂಗ, ಗ್ರಾಮದ ಸದಸ್ಯರು , ಇಂಜನಿಯರ್,ಮುಖಂಡರು ಹಾಜರಿದ್ದರು. <box>8 372 464 491</box>
article-body <box>8 371 464 544</box>
dateline: ಬೆಂಗಳೂರು: <box>615 1531 658 1543</box>
brand-right: ಮುಗಿಲು <box>1289 9 1373 43</box>
article-body <box>1225 665 1522 890</box>
vertical-rule <box>609 1472 611 1880</box>
article-text: ವಿಶ್ವ ಹಿರಿಯ ನಾಗರಿಕರ ದಿನಾಚರಣೆ ಪ್ರಯುಕ್ತವಾಗಿ ಜಿಲ್ಲಾ ಮಟ್ಟದ ಹಿರಿಯ ನಾಗರಿಕರ ಕ್ರೀಡಾ ಮತ್ತು ಸಾಂಸ್ಕೃತಿಕ ಸ್ಪರ್ಧೆಗಳನ್ನು ಆಯೋಜಿಸಲಾಗಿದೆ. ಸೆಪ್ಟೆಂಬರ್ 04 ರಂದು ಬೆಳಿಗ್ಗೆ 10.00 ಗಂಟೆಗೆ ಜಿಲ್ಲಾ ಕ್ರೀಡಾಂಗಣದಲ್ಲಿ 60 ರಿಂದ 69 ವರ್ಷ, 70 ರಿಂದ 79 ವರ್ಷ ಹಾಗೂ 80 ವರ್ಷ ಮೇಲ್ಪಟ್ಟ ಪುರುಷರು ಮತ್ತು ಮಹಿಳೆಯರಿಗೆ ಪ್ರತ್ಯೇಕವಾಗಿ ನಡಿಗೆ, ಗುಂಡು ಎಸೆತ, ರಿಂಗ್ ಎಸೆತ ಹಾಗೂ ಸಾಂಸ್ಕೃತಿಕ ಸ್ಪರ್ಧೆಗಳಾದ ಗಾಯನ, ಏಕಪಾತ್ರಾಭಿನಯ ಸ್ಪರ್ಧೆಗಳನ್ನು ನಡೆಸಲಾಗುವುದು. ಆಸಕ್ತ ಹಿರಿಯ ನಾಗರಿಕರು ವಯಸ್ಸಿನ ದೃಢೀಕರಣ ಪತ್ರದೊಂದಿಗೆ ಭಾಗವಹಿಸಬಹುದು. ಹೆಚ್ಚಿನ ಮಾಹಿತಿಗೆ ಅಂಗವಿಕಲರ ಮತ್ತು ಹಿರಿಯ ನಾಗರಿಕರ ಸಬಲೀಕರಣ ಇಲಾಖೆ ದೂ: 08152-200010 ಸಂಪರ್ಕಿಸಬಹುದು ಎಂದು ಜಿಲ್ಲಾ ಕಲ್ಯಾಣಾಧಿಕಾರಿ ಪ್ರಕಟಣೆಯಲ್ಲಿ ತಿಳಿಸಿದ್ದಾರೆ. <box>960 2248 1522 2321</box>
photo-sports-stage <box>779 172 1216 405</box>
article-body <box>1225 1238 1522 1390</box>
article-text: 2024-25ನೇ ಸಾಲಿನಲ್ಲಿ ಮೊದಲನೇ ವರ್ಷದ ಸ್ನಾತಕೋತ್ತರ ಪದವಿ ವ್ಯಾಸಂಗ ಮಾಡುತ್ತಿರುವ ಪರಿಶಿಷ್ಟ ಜಾತಿ ಹಾಗೂ ಪರಿಶಿಷ್ಟ ಪಂಗಡದ ವಿದ್ಯಾರ್ಥಿಗಳಿಂದ ಶಿಷ್ಯವೇತನಕ್ಕಾಗಿ ಅರ್ಜಿ ಆಹ್ವಾನಿಸಲಾಗಿದೆ. ಅರ್ಜಿ ಸಲ್ಲಿಸಲು ಸೆಪ್ಟೆಂಬರ್ 30 ಕಡೆಯ ದಿನವಾಗಿದೆ. ಆಸಕ್ತ ವಿದ್ಯಾರ್ಥಿಗಳು ಇಲಾಖೆಯ ಜಾಲತಾಣದಲ್ಲಿ ಅರ್ಜಿ ಸಲ್ಲಿಸಬಹುದು. ಹೆಚ್ಚಿನ ಮಾಹಿತಿಗೆ ಇಲಾಖೆಯ ಉಪ ನಿರ್ದೇಶಕರನ್ನು ಸಂಪರ್ಕಿಸಬಹುದು. <box>1225 1239 1522 1312</box>
article-body <box>8 1541 606 1878</box>
article-body-continued <box>242 2196 949 2399</box>
article-text: ತಾಲೂಕಿನ ಮಾಲಂಗಿ ಹಾಲು ಉತ್ಪಾದಕರ ಸಹಕಾರ ಸಂಘದ ಅಧ್ಯಕ್ಷ ಸ್ಥಾನಕ್ಕೆ ನಡೆದ ಚುನಾವಣೆಯಲ್ಲಿ ಐದು ಜನ ಬೆಂಬಲಿತ ಅಭ್ಯರ್ಥಿಗಳು ಆಯ್ಕೆಯಾಗುವ ಮೂಲಕ ಸಂಭ್ರಮಾಚರಣೆ ನಡೆಸಿದರು. ಸೋತವರು ತಮ್ಮ ಸದಸ್ಯತ್ವಕ್ಕೆ ರಾಜಿನಾಮೆ ನೀಡಿ ಸಂಘದ ಆಡಳಿತ ಮಂಡಳಿಯ ವಿರುದ್ಧ ಅಸಮಾಧಾನ ವ್ಯಕ್ತಪಡಿಸಿದರು. ಸಂಘದ ಒಟ್ಟು 11 ಸ್ಥಾನಗಳಿಗೆ ನಡೆದ ಚುನಾವಣೆಯಲ್ಲಿ ಕಾಂಗ್ರೆಸ್ ಬೆಂಬಲಿತ ಅಭ್ಯರ್ಥಿಗಳು 6 ಸ್ಥಾನ, ಜೆಡಿಎಸ್ ಬೆಂಬಲಿತ ಅಭ್ಯರ್ಥಿಗಳು 5 ಸ್ಥಾನಗಳಲ್ಲಿ ಜಯಗಳಿಸಿದ್ದರು. ನಂತರ ನಡೆದ ಅಧ್ಯಕ್ಷ ಉಪಾಧ್ಯಕ್ಷರ ಆಯ್ಕೆ ಪ್ರಕ್ರಿಯೆಯಲ್ಲಿ ಅಧ್ಯಕ್ಷರಾಗಿ ಗಣೇಶ್, ಉಪಾಧ್ಯಕ್ಷರಾಗಿ ರಮೇಶ್ ಅವಿರೋಧವಾಗಿ ಆಯ್ಕೆಯಾದರು. ಚುನಾವಣಾಧಿಕಾರಿಯಾಗಿ ಕಾರ್ಯನಿರ್ವಹಿಸಿದ ಸಹಕಾರ ಇಲಾಖೆಯ ಅಧಿಕಾರಿಗಳು ಫಲಿತಾಂಶ ಘೋಷಿಸಿದರು. ನೂತನ ಅಧ್ಯಕ್ಷರನ್ನು ಬೆಂಬಲಿಗರು ಅಭಿನಂದಿಸಿದರು. ಈ ಸಂದರ್ಭದಲ್ಲಿ ಮುಖಂಡರಾದ ಮಹದೇವ್, ರಾಜು, ಸ್ವಾಮಿ, ಕುಮಾರ್, ಶಿವಣ್ಣ, ನಾಗೇಂದ್ರ, ಸೋಮಶೇಖರ್, ಮಂಜುನಾಥ್, ಪ್ರಕಾಶ್, ರವಿ ಇದ್ದರು. ಸೋತ ಅಭ್ಯರ್ಥಿಗಳು ಸಂಘದ ಕಚೇರಿಗೆ ತೆರಳಿ ರಾಜಿನಾಮೆ ಪತ್ರ ಸಲ್ಲಿಸಿದರು. ಸಂಘದ ಹಿತದೃಷ್ಟಿಯಿಂದ ಆಡಳಿತ ಮಂಡಳಿ ಪಾರದರ್ಶಕವಾಗಿ ಕಾರ್ಯನಿರ್ವಹಿಸಬೇಕು ಎಂದು ಒತ್ತಾಯಿಸಿದರು. <box>8 1989 233 2259</box>
bus-shape <box>942 1646 1036 1689</box>
photo-meeting-hall <box>747 662 1213 895</box>
dateline: ಚಾಮರಾಜನಗರ: <box>1225 142 1284 155</box>
kicker: ಮಾಲಂಗಿ ಹಾಲು ಉತ್ಪಾದಕರ ಸಹಕಾರ ಸಂಘಕ್ಕೆ ವರಿಷ್ಠರ ಆಯ್ಕೆ <box>140 1893 567 1919</box>
